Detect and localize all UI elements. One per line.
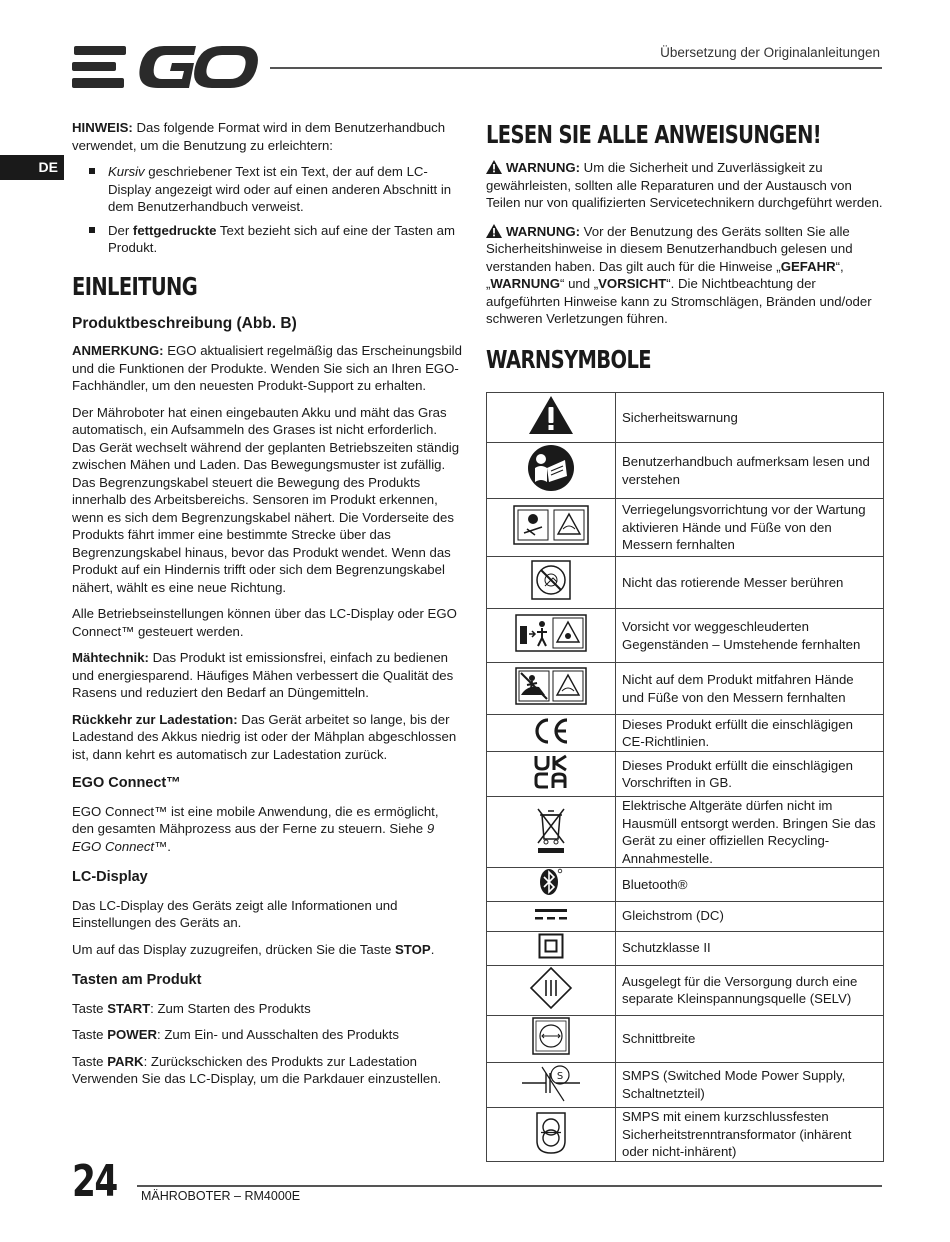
anmerkung-paragraph — [72, 342, 464, 395]
icon-cell — [487, 715, 616, 752]
bullet-icon — [89, 168, 95, 174]
icon-cell — [487, 393, 616, 443]
taste-text: : Zum Starten des Produkts — [150, 1000, 311, 1016]
icon-cell — [487, 1108, 616, 1162]
maehtechnik-label: Mähtechnik: — [72, 650, 149, 665]
symbol-description: Dieses Produkt erfüllt die einschlägigen Vorschriften in GB. — [616, 752, 884, 797]
subheading-ego-connect: EGO Connect™ — [72, 775, 181, 791]
connect-text: EGO Connect™ ist eine mobile Anwendung, die es ermöglicht, den gesamten Mähprozess aus der Ferne zu steuern. Siehe — [72, 803, 439, 836]
icon-cell — [487, 901, 616, 931]
bluetooth-icon — [539, 868, 563, 896]
icon-cell — [487, 609, 616, 663]
symbol-description: Ausgelegt für die Versorgung durch eine separate Kleinspannungsquelle (SELV) — [616, 965, 884, 1015]
svg-text:S: S — [556, 1070, 564, 1082]
lcd-text: Um auf das Display zuzugreifen, drücken Sie die Taste — [72, 941, 396, 957]
symbol-description: Schnittbreite — [616, 1015, 884, 1062]
body-paragraph: Der Mähroboter hat einen eingebauten Akku und mäht das Gras automatisch, ein Aufsammeln des Grases ist nicht erforderlich. Das Gerät wechselt während der geplanten Betriebszeiten ständig zwischen Mähen und Laden. Das Bewegungsmuster ist zufällig. Das Begrenzungskabel steuert die Bewegung des Produkts innerhalb des Arbeitsbereichs. Sensoren im Produkt erkennen, wenn es sich dem Begrenzungskabel nähert. Die Vorderseite des Produkts fährt immer eine bestimmte Strecke über das Begrenzungskabel hinaus, bevor das Produkt wendet. Wenn das Produkt auf ein Hindernis trifft oder sich dem Begrenzungskabel nähert, wählt es eine neue Richtung. — [72, 404, 460, 595]
connect-paragraph — [72, 803, 464, 856]
bullet-icon — [89, 227, 95, 233]
symbol-description: Dieses Produkt erfüllt die einschlägigen CE-Richtlinien. — [616, 715, 884, 752]
thrown-objects-icon — [515, 614, 587, 652]
warning-paragraph — [486, 223, 884, 328]
symbol-description: Schutzklasse II — [616, 931, 884, 965]
table-row — [487, 557, 884, 609]
period: . — [167, 838, 171, 854]
anmerkung-text: EGO aktualisiert regelmäßig das Erscheinungsbild und die Funktionen der Produkte. Wenden Sie sich an Ihren EGO-Fachhändler, um den neuesten Produkt-Support zu erhalten. — [72, 343, 462, 393]
safety-alert-icon — [528, 395, 574, 435]
start-key-label: START — [107, 1000, 151, 1016]
warning-text: Vor der Benutzung des Geräts sollten Sie alle Sicherheitshinweise in diesem Benutzerhandbuch gelesen und verstanden haben. Das gilt auch für die Hinweise „ — [486, 223, 853, 274]
selv-icon — [529, 966, 573, 1010]
icon-cell — [487, 1062, 616, 1108]
symbol-description: Gleichstrom (DC) — [616, 901, 884, 931]
header-rule — [270, 67, 882, 69]
safety-transformer-icon — [533, 1109, 569, 1155]
icon-cell — [487, 797, 616, 868]
warning-label: WARNUNG: — [506, 160, 580, 175]
table-row — [487, 663, 884, 715]
icon-cell — [487, 752, 616, 797]
read-manual-icon — [527, 444, 575, 492]
warning-text: “. Die Nichtbeachtung der aufgeführten Hinweise kann zu Stromschlägen, Bränden und/oder schweren Verletzungen führen. — [486, 276, 872, 326]
ego-logo — [72, 46, 258, 88]
subheading-lc-display: LC-Display — [72, 869, 148, 885]
park-key-label: PARK — [107, 1053, 144, 1069]
symbol-description: SMPS mit einem kurzschlussfesten Sicherheitstrenntransformator (inhärent oder nicht-inhärent) — [616, 1108, 884, 1162]
icon-cell — [487, 868, 616, 902]
table-row — [487, 393, 884, 443]
taste-text: Taste — [72, 1027, 108, 1042]
ukca-mark-icon — [533, 754, 569, 790]
symbol-description: Elektrische Altgeräte dürfen nicht im Hausmüll entsorgt werden. Bringen Sie das Gerät zu einer offiziellen Recycling-Annahmestelle. — [616, 797, 884, 868]
right-column — [486, 119, 884, 374]
footer-rule — [137, 1185, 882, 1187]
class-ii-icon — [538, 933, 564, 959]
connect-reference-link[interactable]: 9 EGO Connect™ — [72, 821, 435, 854]
rueckkehr-label: Rückkehr zur Ladestation: — [72, 711, 238, 727]
icon-cell — [487, 1015, 616, 1062]
taste-text: Taste — [72, 1000, 108, 1016]
cutting-width-icon — [532, 1017, 570, 1055]
icon-cell — [487, 663, 616, 715]
icon-cell — [487, 557, 616, 609]
ce-mark-icon — [531, 717, 571, 745]
page-number: 24 — [72, 1156, 117, 1207]
taste-text: Taste — [72, 1053, 108, 1069]
symbol-description: Vorsicht vor weggeschleuderten Gegenständen – Umstehende fernhalten — [616, 609, 884, 663]
list-item — [72, 222, 464, 257]
icon-cell — [487, 443, 616, 499]
subheading-tasten: Tasten am Produkt — [72, 972, 202, 988]
rueckkehr-paragraph — [72, 711, 464, 764]
table-row — [487, 715, 884, 752]
table-row — [487, 1108, 884, 1162]
taste-park-paragraph — [72, 1053, 464, 1088]
stop-key-label: STOP — [395, 941, 431, 957]
hinweis-text: Das folgende Format wird in dem Benutzerhandbuch verwendet, um die Benutzung zu erleichtern: — [72, 120, 446, 153]
bullet-text: Text bezieht sich auf eine der Tasten am Produkt. — [108, 222, 455, 255]
gefahr-word: GEFAHR — [780, 258, 836, 274]
table-row — [487, 499, 884, 557]
hinweis-paragraph — [72, 119, 464, 154]
bullet-text: geschriebener Text ist ein Text, der auf dem LC-Display angezeigt wird oder auf einen anderen Abschnitt in dem Benutzerhandbuch verweist. — [108, 164, 452, 214]
taste-power-paragraph — [72, 1026, 464, 1044]
symbol-description: Nicht auf dem Produkt mitfahren Hände und Füße von den Messern fernhalten — [616, 663, 884, 715]
section-heading-lesen: LESEN SIE ALLE ANWEISUNGEN! — [486, 120, 822, 149]
smps-icon — [520, 1063, 582, 1103]
table-row — [487, 443, 884, 499]
italic-word: Kursiv — [108, 164, 145, 179]
warning-triangle-icon — [486, 160, 502, 174]
taste-text: : Zum Ein- und Ausschalten des Produkts — [157, 1027, 399, 1042]
table-row — [487, 868, 884, 902]
warning-paragraph — [486, 159, 884, 212]
warning-triangle-icon — [486, 224, 502, 238]
warning-label: WARNUNG: — [506, 223, 580, 239]
power-key-label: POWER — [107, 1027, 158, 1042]
taste-text: : Zurückschicken des Produkts zur Ladestation Verwenden Sie das LC-Display, um die Parkdauer einzustellen. — [72, 1053, 442, 1086]
left-column — [72, 119, 464, 1097]
table-row — [487, 609, 884, 663]
rueckkehr-text: Das Gerät arbeitet so lange, bis der Ladestand des Akkus niedrig ist oder der Mähplan abgeschlossen ist, dann kehrt es automatisch zur Ladestation zurück. — [72, 711, 457, 762]
lcd-access-paragraph — [72, 941, 464, 959]
warnung-word: WARNUNG — [490, 276, 561, 291]
table-row — [487, 931, 884, 965]
table-row — [487, 965, 884, 1015]
table-row — [487, 1062, 884, 1108]
symbol-description: Sicherheitswarnung — [616, 393, 884, 443]
symbol-description: Verriegelungsvorrichtung vor der Wartung aktivieren Hände und Füße von den Messern fernhalten — [616, 499, 884, 557]
symbol-description: Nicht das rotierende Messer berühren — [616, 557, 884, 609]
maehtechnik-text: Das Produkt ist emissionsfrei, einfach zu bedienen und energiesparend. Häufiges Mähen verbessert die Qualität des Rasens und reduziert den Bedarf an Düngemitteln. — [72, 650, 454, 700]
weee-bin-icon — [535, 805, 567, 855]
symbol-description: SMPS (Switched Mode Power Supply, Schaltnetzteil) — [616, 1062, 884, 1108]
icon-cell — [487, 931, 616, 965]
table-row — [487, 797, 884, 868]
symbol-description: Bluetooth® — [616, 868, 884, 902]
language-tab: DE — [0, 155, 64, 180]
symbol-description: Benutzerhandbuch aufmerksam lesen und verstehen — [616, 443, 884, 499]
bold-word: fettgedruckte — [132, 222, 217, 238]
table-row — [487, 752, 884, 797]
warning-text: “, „ — [486, 258, 844, 291]
no-riding-icon — [515, 667, 587, 705]
no-touch-blade-icon — [531, 560, 571, 600]
icon-cell — [487, 965, 616, 1015]
icon-cell — [487, 499, 616, 557]
body-paragraph: Das LC-Display des Geräts zeigt alle Informationen und Einstellungen des Geräts an. — [72, 897, 398, 930]
maehtechnik-paragraph — [72, 649, 464, 702]
section-heading-einleitung: EINLEITUNG — [72, 271, 198, 301]
section-heading-warnsymbole: WARNSYMBOLE — [486, 345, 651, 374]
list-item — [72, 163, 464, 216]
lock-device-icon — [513, 505, 589, 545]
taste-start-paragraph — [72, 1000, 464, 1018]
vorsicht-word: VORSICHT — [598, 276, 667, 291]
table-row — [487, 1015, 884, 1062]
warning-text: Um die Sicherheit und Zuverlässigkeit zu gewährleisten, sollten alle Reparaturen und der Austausch von Teilen nur von qualifizierten Servicetechnikern durchgeführt werden. — [486, 160, 883, 210]
body-paragraph: Alle Betriebseinstellungen können über das LC-Display oder EGO Connect™ gesteuert werden. — [72, 606, 457, 639]
warning-text: “ und „ — [560, 276, 599, 291]
footer-product-name: MÄHROBOTER – RM4000E — [141, 1189, 301, 1203]
bullet-text: Der — [108, 222, 133, 238]
period: . — [430, 941, 435, 957]
anmerkung-label: ANMERKUNG: — [72, 343, 164, 358]
warning-symbols-table — [486, 392, 884, 1162]
hinweis-label: HINWEIS: — [72, 120, 133, 135]
table-row — [487, 901, 884, 931]
dc-current-icon — [534, 907, 568, 921]
subheading-produkt: Produktbeschreibung (Abb. B) — [72, 314, 297, 332]
header-title: Übersetzung der Originalanleitungen — [660, 45, 880, 60]
